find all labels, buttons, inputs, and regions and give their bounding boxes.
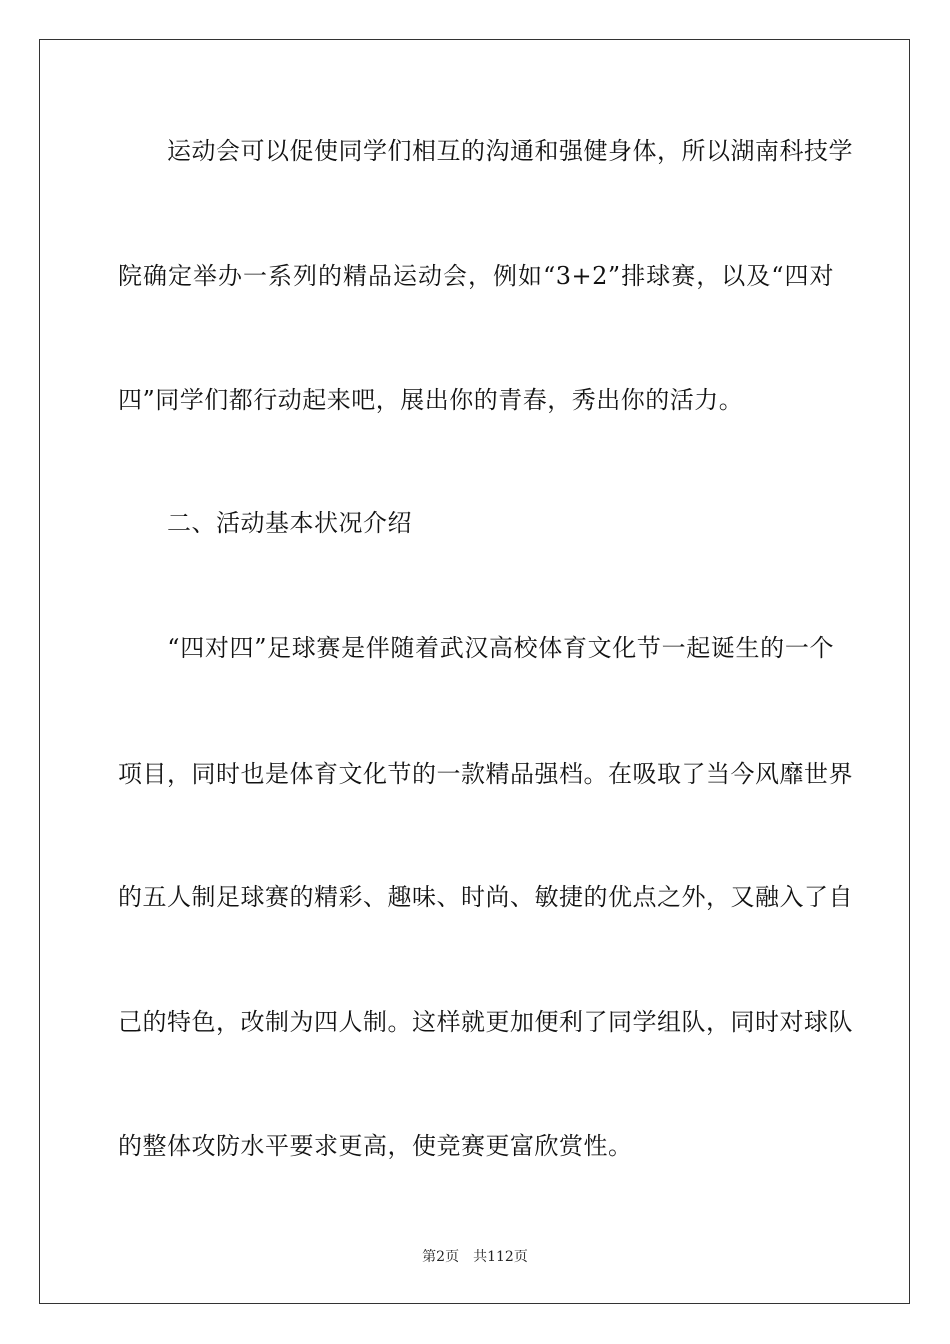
page-number: 第2页 — [422, 1249, 460, 1265]
paragraph-line: 的五人制足球赛的精彩、趣味、时尚、敏捷的优点之外，又融入了自 — [118, 883, 853, 911]
page-total: 共112页 — [473, 1249, 528, 1265]
section-heading: 二、活动基本状况介绍 — [118, 509, 412, 537]
page-border — [39, 39, 910, 1304]
paragraph-line: “四对四”足球赛是伴随着武汉高校体育文化节一起诞生的一个 — [118, 634, 834, 662]
paragraph-line: 四”同学们都行动起来吧，展出你的青春，秀出你的活力。 — [118, 386, 744, 414]
page-footer — [0, 1248, 950, 1266]
paragraph-line: 项目，同时也是体育文化节的一款精品强档。在吸取了当今风靡世界 — [118, 760, 853, 788]
paragraph-line: 己的特色，改制为四人制。这样就更加便利了同学组队，同时对球队 — [118, 1008, 853, 1036]
paragraph-line: 的整体攻防水平要求更高，使竞赛更富欣赏性。 — [118, 1132, 633, 1160]
paragraph-line: 院确定举办一系列的精品运动会，例如“3+2”排球赛，以及“四对 — [118, 262, 834, 290]
paragraph-line: 运动会可以促使同学们相互的沟通和强健身体，所以湖南科技学 — [118, 137, 853, 165]
